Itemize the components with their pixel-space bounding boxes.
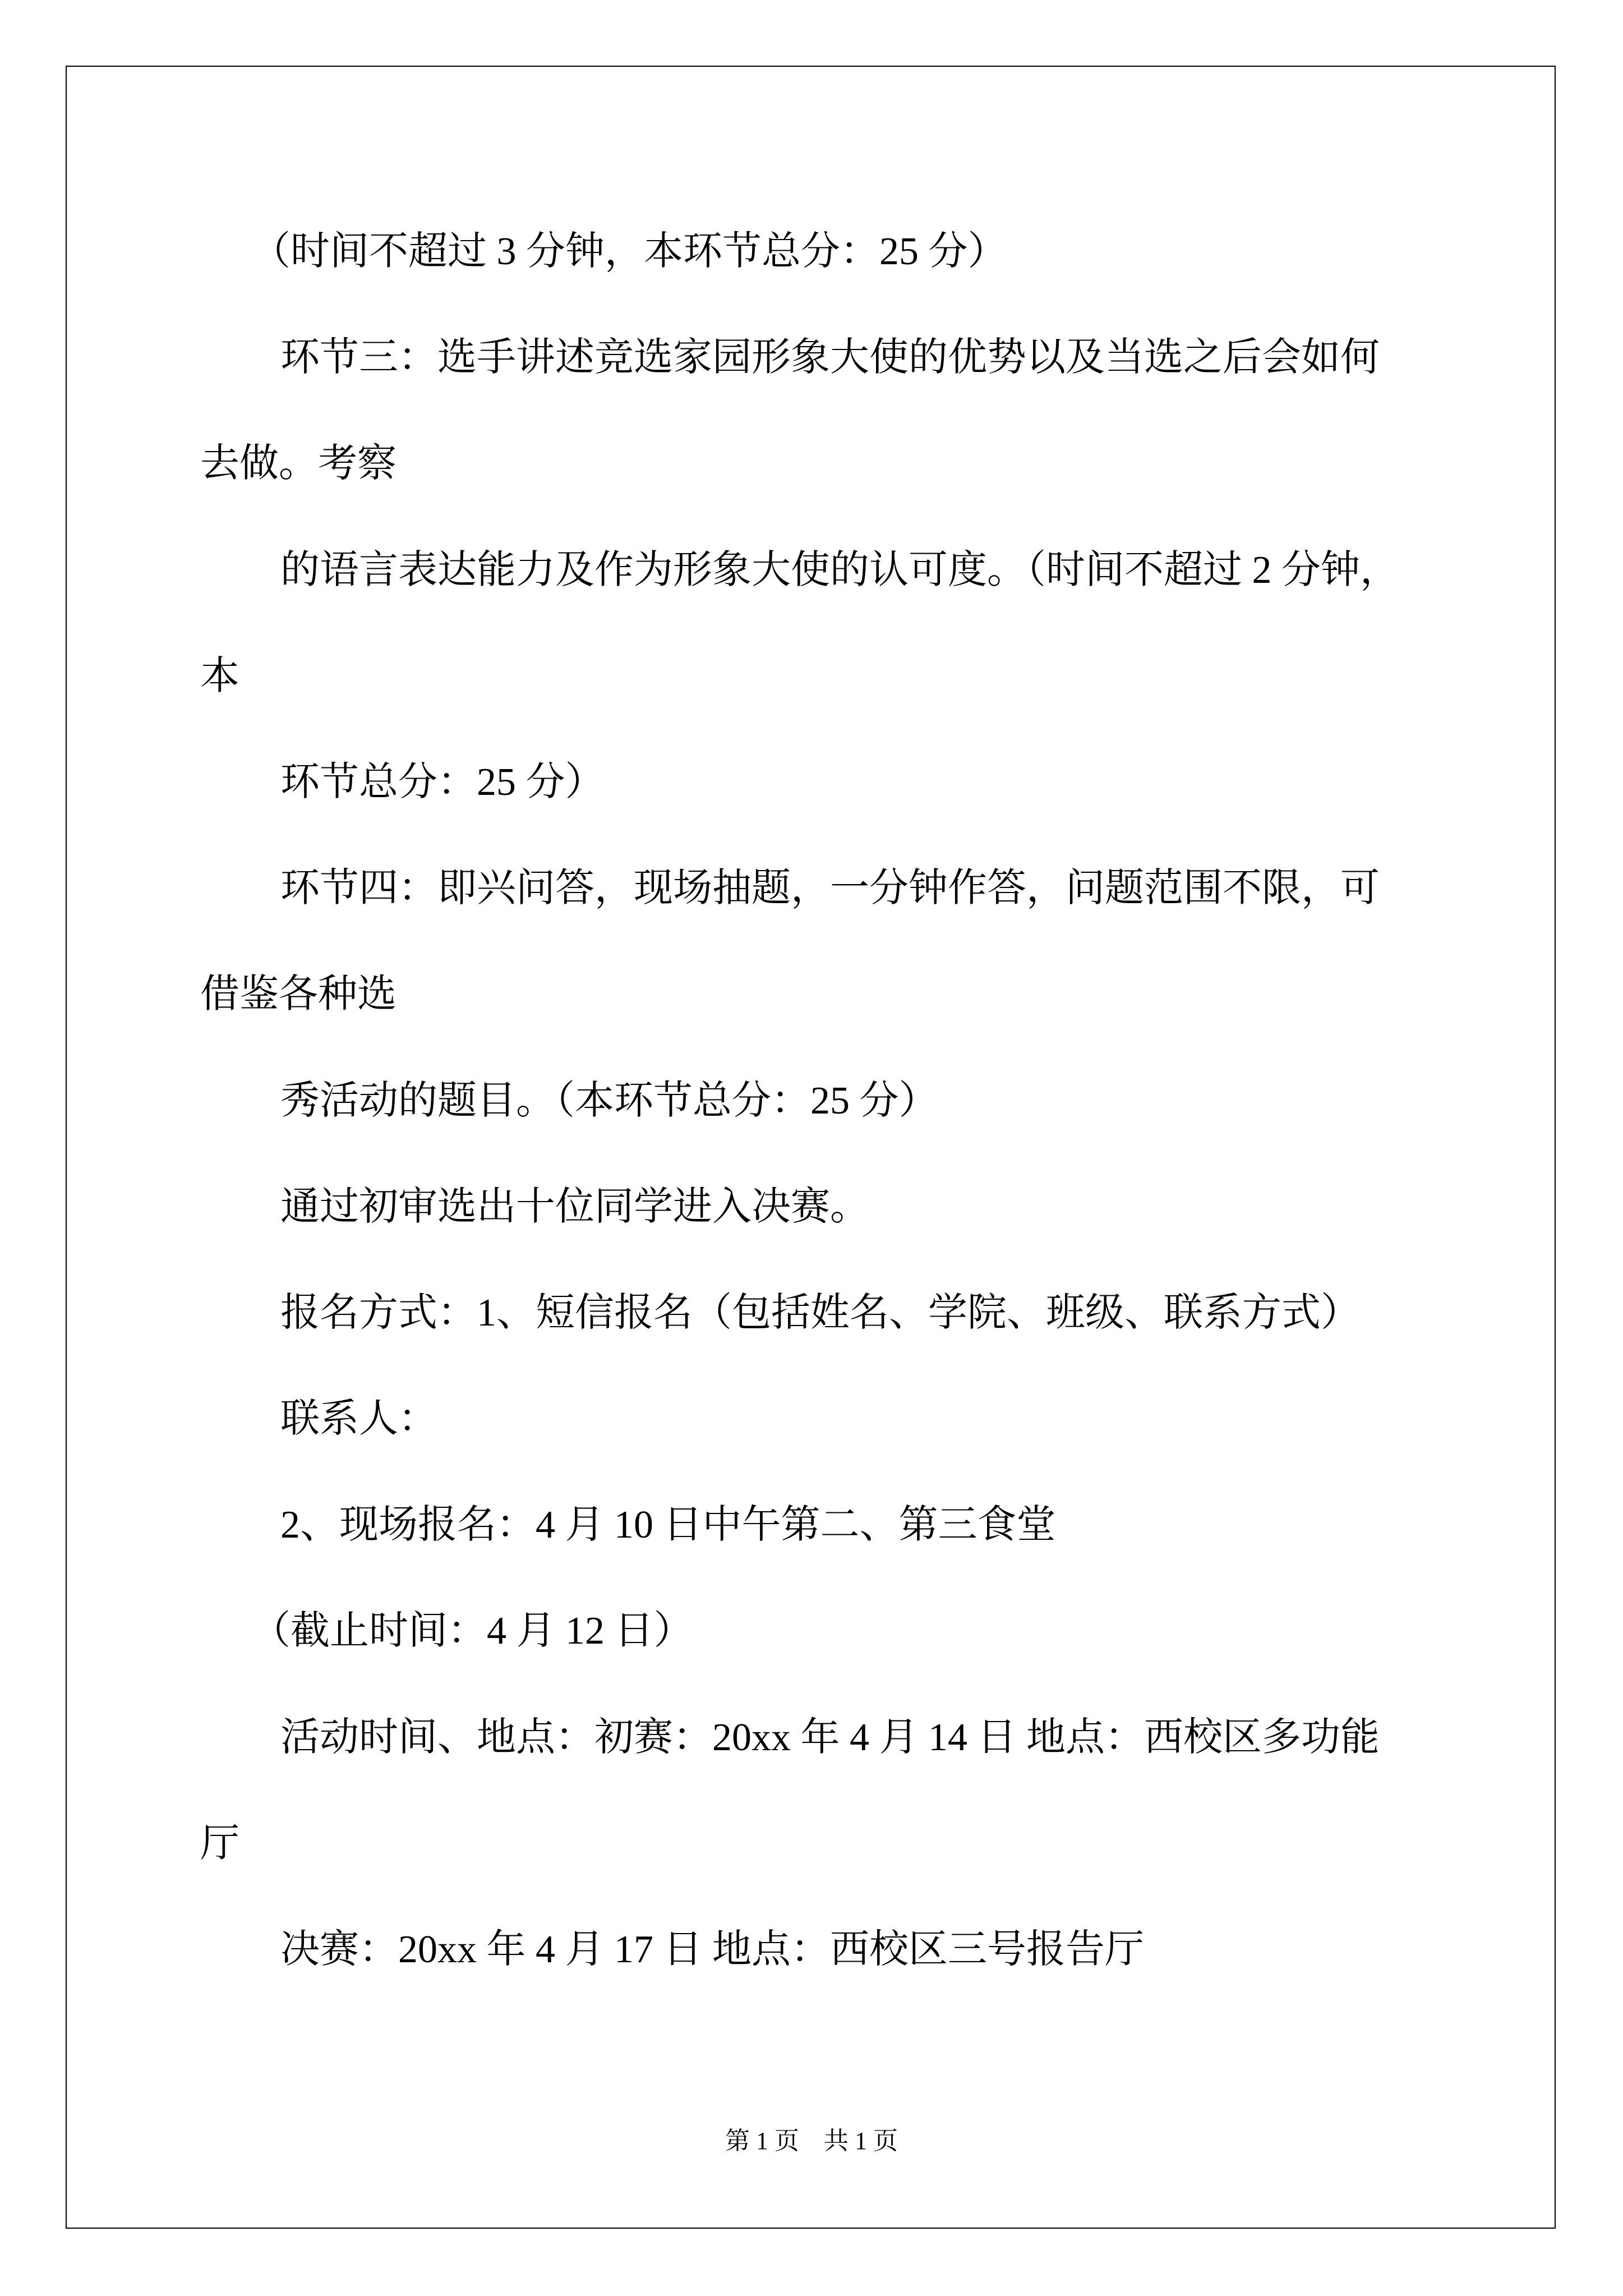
paragraph-line: 借鉴各种选: [200, 973, 396, 1016]
paragraph-line: 秀活动的题目。（本环节总分：25 分）: [280, 1079, 938, 1122]
page-footer: 第 1 页 共 1 页: [725, 2127, 898, 2155]
paragraph-line: 2、现场报名：4 月 10 日中午第二、第三食堂: [280, 1503, 1056, 1547]
paragraph-line: 的语言表达能力及作为形象大使的认可度。（时间不超过 2 分钟，: [280, 548, 1399, 592]
paragraph-line: 环节三：选手讲述竞选家园形象大使的优势以及当选之后会如何: [280, 336, 1380, 380]
paragraph-line: （截止时间：4 月 12 日）: [251, 1609, 693, 1653]
paragraph-line: 环节总分：25 分）: [280, 760, 605, 804]
paragraph-line: 环节四：即兴问答，现场抽题，一分钟作答，问题范围不限，可: [280, 867, 1380, 910]
paragraph-line: 活动时间、地点：初赛：20xx 年 4 月 14 日 地点：西校区多功能: [280, 1715, 1380, 1759]
document-body: [0, 199, 1623, 2003]
paragraph-line: （时间不超过 3 分钟，本环节总分：25 分）: [251, 230, 1007, 273]
paragraph-line: 报名方式：1、短信报名（包括姓名、学院、班级、联系方式）: [280, 1291, 1360, 1335]
paragraph-line: 本: [200, 654, 239, 698]
paragraph-line: 通过初审选出十位同学进入决赛。: [280, 1185, 869, 1228]
paragraph-line: 去做。考察: [200, 442, 396, 486]
paragraph-line: 厅: [200, 1821, 239, 1865]
paragraph-line: 决赛：20xx 年 4 月 17 日 地点：西校区三号报告厅: [280, 1928, 1144, 1971]
paragraph-line: 联系人：: [280, 1397, 437, 1441]
